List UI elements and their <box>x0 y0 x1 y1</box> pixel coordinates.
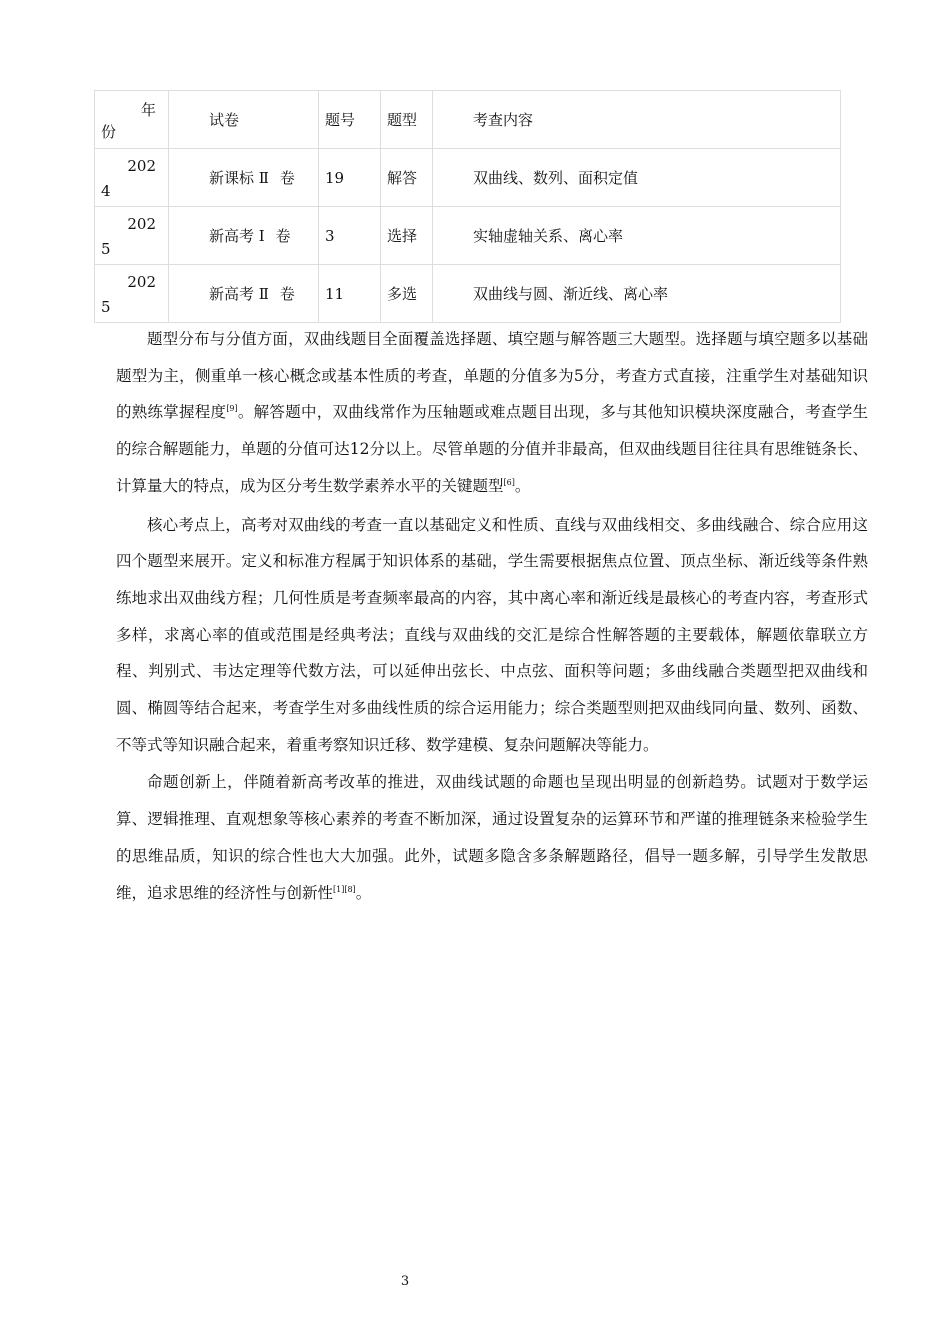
paragraph-text: 题型分布与分值方面，双曲线题目全面覆盖选择题、填空题与解答题三大题型。选择题与填空题多以基础题型为主，侧重单一核心概念或基本性质的考查，单题的分值多为5分，考查方式直接，注重学生对基础知识的熟练掌握程度 <box>116 330 868 422</box>
paragraph-core-topics: 核心考点上，高考对双曲线的考查一直以基础定义和性质、直线与双曲线相交、多曲线融合、综合应用这四个题型来展开。定义和标准方程属于知识体系的基础，学生需要根据焦点位置、顶点坐标、渐近线等条件熟练地求出双曲线方程；几何性质是考查频率最高的内容，其中离心率和渐近线是最核心的考查内容，考查形式多样，求离心率的值或范围是经典考法；直线与双曲线的交汇是综合性解答题的主要载体，解题依靠联立方程、判别式、韦达定理等代数方法，可以延伸出弦长、中点弦、面积等问题；多曲线融合类题型把双曲线和圆、椭圆等结合起来，考查学生对多曲线性质的综合运用能力；综合类题型则把双曲线同向量、数列、函数、不等式等知识融合起来，着重考察知识迁移、数学建模、复杂问题解决等能力。 <box>116 515 868 754</box>
paper-volume: Ⅱ <box>258 285 269 303</box>
paper-suffix: 卷 <box>275 227 291 245</box>
page-number: 3 <box>400 1274 410 1289</box>
header-year <box>95 91 169 149</box>
year-bottom: 4 <box>101 182 111 200</box>
header-content: 考查内容 <box>433 91 841 149</box>
paper-cell <box>169 207 319 265</box>
year-top: 202 <box>127 157 156 175</box>
year-top: 202 <box>127 273 156 291</box>
paper-suffix: 卷 <box>279 285 295 303</box>
content-cell: 双曲线与圆、渐近线、离心率 <box>433 265 841 323</box>
header-type: 题型 <box>381 91 433 149</box>
type-cell: 解答 <box>381 149 433 207</box>
year-cell <box>95 207 169 265</box>
year-top: 202 <box>127 215 156 233</box>
table-row <box>95 149 841 207</box>
body-text <box>116 321 868 911</box>
table-row <box>95 207 841 265</box>
year-bottom: 5 <box>101 240 111 258</box>
content-cell: 双曲线、数列、面积定值 <box>433 149 841 207</box>
number-cell: 19 <box>319 149 381 207</box>
year-cell <box>95 149 169 207</box>
paper-cell <box>169 265 319 323</box>
paper-suffix: 卷 <box>279 169 295 187</box>
paper-volume: Ⅰ <box>258 227 265 245</box>
citation: [1][8] <box>333 884 356 894</box>
paragraph-text: 。 <box>355 883 372 902</box>
header-number: 题号 <box>319 91 381 149</box>
paragraph-text: 命题创新上，伴随着新高考改革的推进，双曲线试题的命题也呈现出明显的创新趋势。试题对于数学运算、逻辑推理、直观想象等核心素养的考查不断加深，通过设置复杂的运算环节和严谨的推理链条来检验学生的思维品质，知识的综合性也大大加强。此外，试题多隐含多条解题路径，倡导一题多解，引导学生发散思维，追求思维的经济性与创新性 <box>116 773 868 902</box>
year-bottom: 5 <box>101 298 111 316</box>
year-cell <box>95 265 169 323</box>
paper-volume: Ⅱ <box>258 169 269 187</box>
paper-cell <box>169 149 319 207</box>
citation: [9] <box>226 404 238 414</box>
paragraph-text: 。解答题中，双曲线常作为压轴题或难点题目出现，多与其他知识模块深度融合，考查学生的综合解题能力，单题的分值可达12分以上。尽管单题的分值并非最高，但双曲线题目往往具有思维链条长、计算量大的特点，成为区分考生数学素养水平的关键题型 <box>116 403 868 495</box>
header-paper: 试卷 <box>169 91 319 149</box>
paragraph-text: 。 <box>514 476 531 495</box>
citation: [6] <box>503 477 515 487</box>
content-cell: 实轴虚轴关系、离心率 <box>433 207 841 265</box>
exam-table <box>94 90 841 323</box>
number-cell: 11 <box>319 265 381 323</box>
header-year-top: 年 <box>140 101 156 119</box>
type-cell: 多选 <box>381 265 433 323</box>
header-year-bottom: 份 <box>101 123 117 141</box>
paragraph-question-distribution <box>116 321 868 505</box>
type-cell: 选择 <box>381 207 433 265</box>
paper-name: 新高考 <box>209 227 255 245</box>
paper-name: 新课标 <box>209 169 255 187</box>
number-cell: 3 <box>319 207 381 265</box>
table-header-row <box>95 91 841 149</box>
paper-name: 新高考 <box>209 285 255 303</box>
paragraph-innovation <box>116 764 868 911</box>
table-row <box>95 265 841 323</box>
